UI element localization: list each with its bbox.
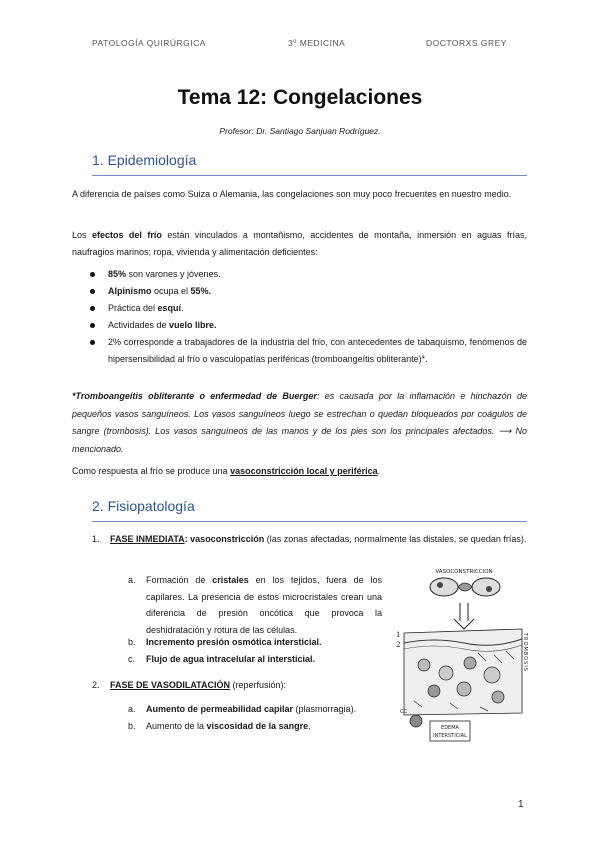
effects-pre: Los — [72, 230, 92, 240]
header-author: DOCTORXS GREY — [426, 38, 507, 48]
item-text: . — [308, 721, 311, 731]
section-heading-epidemiologia: 1. Epidemiología — [92, 152, 197, 168]
item-text: en los tejidos, fuera de los capilares. La presencia de estos microcristales crean una diferencia de presión oncótica que provoca la deshidratación y rotura de las células. — [146, 575, 382, 635]
item-letter: b. — [128, 721, 136, 731]
phase-label: FASE INMEDIATA — [110, 534, 185, 544]
phase2-item-a — [128, 701, 386, 718]
phase1-item-b — [128, 634, 386, 651]
phase-immediate — [92, 531, 527, 548]
item-bold: viscosidad de la sangre — [206, 721, 309, 731]
effects-post: están vinculados a montañismo, accidentes de montaña, inmersión en aguas frías, naufragios marinos; ropa, vivienda y alimentación deficientes: — [72, 230, 528, 257]
item-letter: a. — [128, 704, 136, 714]
bullet-bold: vuelo libre. — [169, 320, 217, 330]
diagram-svg — [394, 563, 534, 745]
running-header — [0, 38, 600, 52]
bullet-text: Práctica del — [108, 303, 158, 313]
diagram-number-1: 1 — [396, 631, 401, 639]
phase1-item-c — [128, 651, 386, 668]
buerger-note — [72, 388, 527, 458]
bullet-bold: esquí — [157, 303, 182, 313]
phase2-item-b — [128, 718, 386, 735]
bullet-bold: 55%. — [190, 286, 212, 296]
down-arrow-icon — [454, 603, 474, 629]
section-heading-fisiopatologia: 2. Fisiopatología — [92, 498, 195, 514]
diagram-cell-drawing — [410, 715, 422, 727]
list-item — [90, 317, 527, 334]
bullet-dot — [90, 323, 95, 328]
diagram-bottom-label-1: EDEMA — [441, 725, 459, 731]
document-title: Tema 12: Congelaciones — [177, 86, 423, 109]
phase-label: FASE DE VASODILATACIÓN — [110, 680, 231, 690]
item-letter: b. — [128, 637, 136, 647]
phase-text: (reperfusión): — [230, 680, 287, 690]
bullet-bold: 85% — [108, 269, 127, 279]
response-post: . — [377, 466, 381, 476]
bullet-text: . — [181, 303, 184, 313]
diagram-number-2: 2 — [396, 641, 401, 649]
response-bold: vasoconstricción local y periférica — [230, 466, 378, 476]
bullet-text: son varones y jóvenes. — [126, 269, 221, 279]
diagram-top-label: VASOCONSTRICCION — [435, 569, 493, 575]
phase-text: (las zonas afectadas, normalmente las distales, se quedan frías). — [264, 534, 527, 544]
effects-bold: efectos del frío — [91, 230, 162, 240]
professor-line: Profesor: Dr. Santiago Sanjuan Rodríguez. — [219, 126, 381, 136]
note-text: : es causada por la inflamación e hinchazón de pequeños vasos sanguíneos. Los vasos sanguíneos luego se estrechan o quedan bloqueados por coágulos de sangre (trombosis). Los vasos sanguíneos de las manos y de los pies son los principales afectados. ⟶ No mencionado. — [72, 391, 527, 454]
list-item — [90, 334, 527, 368]
list-item — [90, 283, 527, 300]
response-pre: Como respuesta al frío se produce una — [72, 466, 231, 476]
bullet-dot — [90, 306, 95, 311]
tissue-block-drawing — [404, 629, 522, 715]
header-year: 3º MEDICINA — [288, 38, 346, 48]
bullet-text: Actividades de — [108, 320, 170, 330]
bullet-dot — [90, 272, 95, 277]
section-rule — [92, 521, 527, 522]
phase-colon: : — [184, 534, 191, 544]
epidemiology-bullets — [90, 266, 527, 368]
note-bold: *Tromboangeítis obliterante o enfermedad de Buerger — [72, 391, 317, 401]
phase1-item-a — [128, 572, 382, 638]
effects-paragraph — [72, 227, 527, 261]
bullet-bold: Alpinismo — [108, 286, 152, 296]
intro-paragraph: A diferencia de países como Suiza o Alemania, las congelaciones son muy poco frecuentes en nuestro medio. — [72, 189, 512, 199]
phase-vasodilation — [92, 677, 380, 694]
constricted-vessel-drawing — [430, 578, 500, 596]
item-bold: cristales — [212, 575, 249, 585]
item-text: (plasmorragia). — [293, 704, 357, 714]
frostbite-diagram — [394, 563, 534, 745]
bullet-dot — [90, 340, 95, 345]
response-paragraph — [72, 463, 527, 480]
list-item — [90, 266, 527, 283]
page-number: 1 — [518, 799, 524, 810]
item-text: Aumento de la — [146, 721, 207, 731]
header-course: PATOLOGÍA QUIRÚRGICA — [92, 38, 206, 48]
bullet-text: 2% corresponde a trabajadores de la industria del frío, con antecedentes de tabaquismo, fenómenos de hipersensibilidad al frío o vasculopatías periféricas (tromboangeítis obliterante)*. — [108, 337, 527, 364]
bullet-text: ocupa el — [151, 286, 191, 296]
item-letter: c. — [128, 654, 136, 664]
item-bold: Incremento presión osmótica intersticial. — [146, 637, 322, 647]
bullet-dot — [90, 289, 95, 294]
item-letter: a. — [128, 575, 136, 585]
item-bold: Flujo de agua intracelular al intersticial. — [146, 654, 316, 664]
item-text: Formación de — [146, 575, 213, 585]
phase-number: 2. — [92, 680, 100, 690]
phase-bold: vasoconstricción — [190, 534, 265, 544]
diagram-cc-label: CC — [400, 709, 407, 715]
diagram-bottom-label-2: INTERSTICIAL — [433, 733, 467, 739]
phase-number: 1. — [92, 534, 100, 544]
section-rule — [92, 175, 527, 176]
diagram-side-label: TROMBOSIS — [522, 633, 528, 672]
list-item — [90, 300, 527, 317]
item-bold: Aumento de permeabilidad capilar — [146, 704, 294, 714]
